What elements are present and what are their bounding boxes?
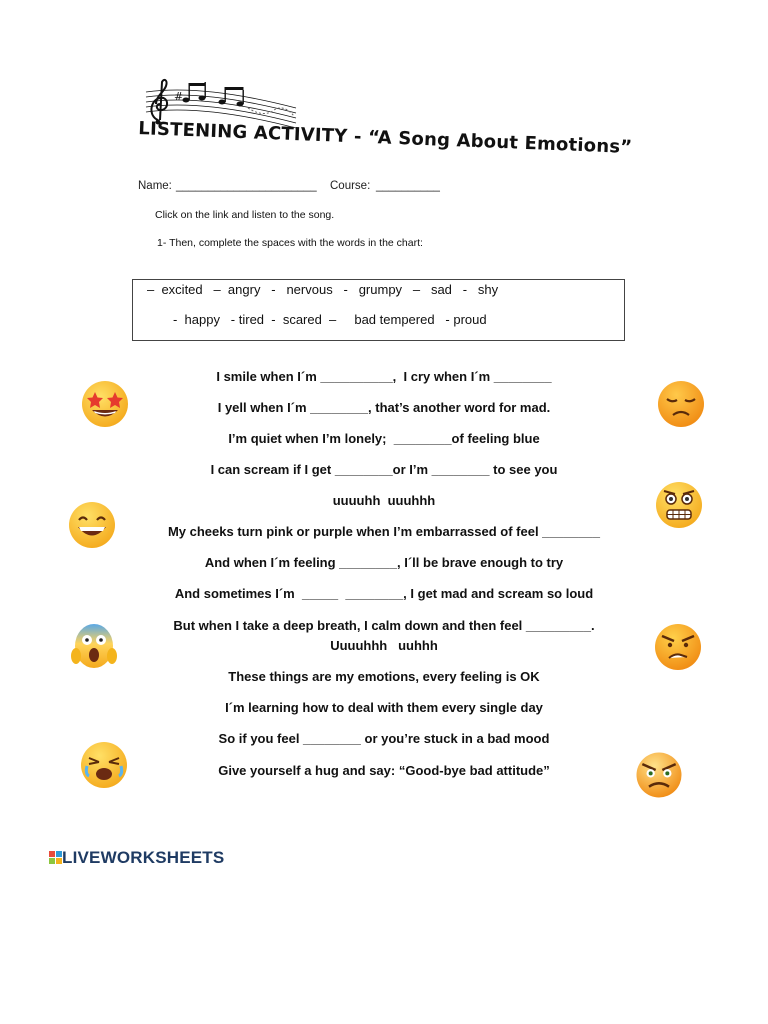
grinning-emoji-icon	[67, 500, 117, 550]
lyric-line: So if you feel ________ or you’re stuck in a bad mood	[218, 731, 550, 746]
page-title: LISTENING ACTIVITY - “A Song About Emotions”	[137, 118, 633, 158]
name-field[interactable]: ______________________	[176, 180, 317, 192]
word-chart-row: - happy - tired - scared – bad tempered - proud	[173, 312, 487, 327]
star-struck-emoji-icon	[80, 379, 130, 429]
course-label: Course:	[330, 180, 371, 192]
lyric-line: I´m learning how to deal with them every single day	[225, 700, 543, 715]
lyric-line: Uuuuhhh uuhhh	[330, 638, 438, 653]
crying-emoji-icon	[79, 740, 129, 790]
lyric-line: But when I take a deep breath, I calm down and then feel _________.	[173, 618, 595, 633]
lyric-line: uuuuhh uuuhhh	[332, 493, 436, 508]
svg-text:#: #	[174, 90, 184, 103]
liveworksheets-brand[interactable]: LIVEWORKSHEETS	[62, 848, 225, 867]
word-chart-row: – excited – angry - nervous - grumpy – sad - shy	[147, 282, 499, 297]
course-field[interactable]: __________	[376, 180, 440, 192]
name-label: Name:	[138, 180, 172, 192]
word-chart	[132, 279, 625, 341]
lyric-line: My cheeks turn pink or purple when I’m embarrassed of feel ________	[167, 524, 601, 539]
angry-face-emoji-icon	[653, 622, 703, 672]
lyric-line: I can scream if I get ________or I’m ________ to see you	[210, 462, 558, 477]
sad-face-emoji-icon	[656, 379, 706, 429]
lyric-line: Give yourself a hug and say: “Good-bye bad attitude”	[218, 763, 550, 778]
instruction-complete: 1- Then, complete the spaces with the words in the chart:	[157, 237, 423, 249]
furious-emoji-icon	[634, 750, 684, 800]
lyric-line: I smile when I´m __________, I cry when I´m ________	[216, 369, 552, 384]
grimacing-emoji-icon	[654, 480, 704, 530]
lyric-line: I yell when I´m ________, that’s another word for mad.	[217, 400, 551, 415]
lyric-line: And when I´m feeling ________, I´ll be brave enough to try	[204, 555, 564, 570]
instruction-listen: Click on the link and listen to the song.	[155, 209, 335, 221]
lyric-line: These things are my emotions, every feeling is OK	[228, 669, 540, 684]
lyric-line: And sometimes I´m _____ ________, I get mad and scream so loud	[174, 586, 594, 601]
lyric-line: I’m quiet when I’m lonely; ________of feeling blue	[228, 431, 540, 446]
liveworksheets-logo-icon	[49, 851, 63, 865]
screaming-emoji-icon	[69, 620, 119, 670]
